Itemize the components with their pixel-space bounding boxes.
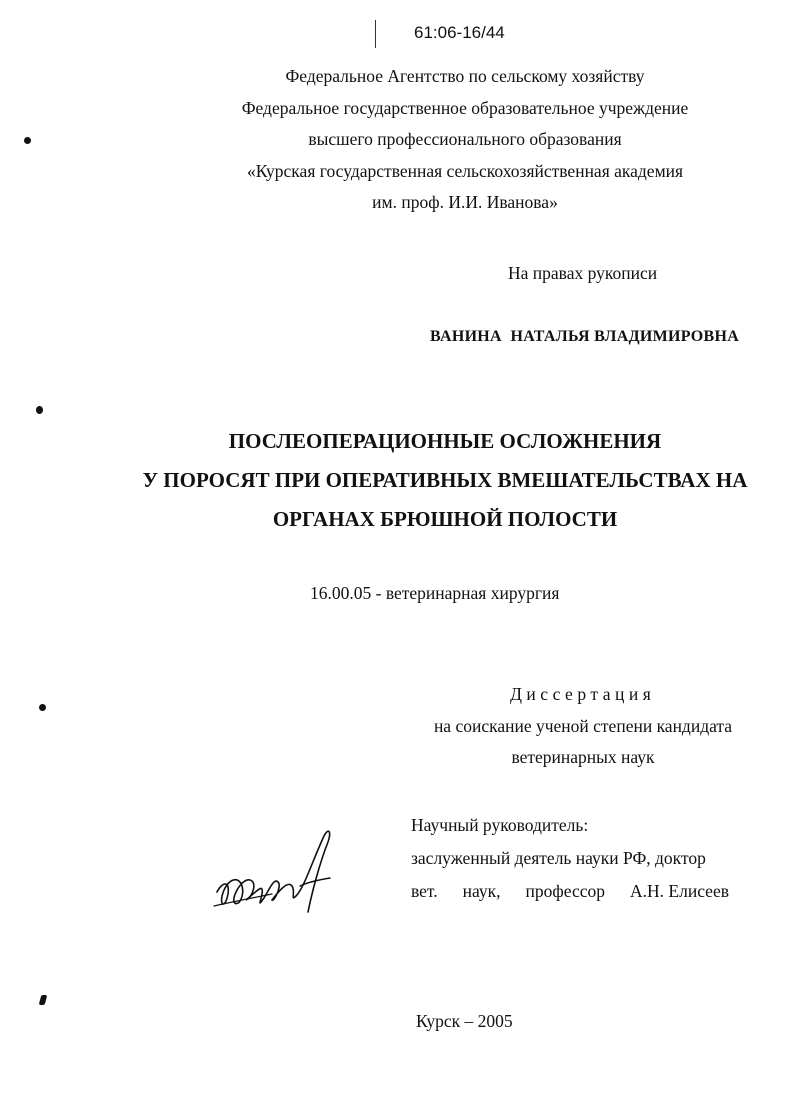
place-and-year: Курск – 2005 xyxy=(416,1011,513,1031)
supervisor-word: профессор xyxy=(525,881,605,901)
institution-line: Федеральное государственное образовательное учреждение xyxy=(241,97,689,118)
supervisor-word: А.Н. Елисеев xyxy=(630,881,729,901)
supervisor-label: Научный руководитель: xyxy=(411,815,589,835)
supervisor-word: наук, xyxy=(462,881,501,901)
institution-line: «Курская государственная сельскохозяйственная академия xyxy=(246,160,684,181)
supervisor-name-line xyxy=(411,881,729,902)
title-line: У ПОРОСЯТ ПРИ ОПЕРАТИВНЫХ ВМЕШАТЕЛЬСТВАХ НА xyxy=(142,468,748,492)
handwritten-signature xyxy=(212,822,342,917)
author-name: ВАНИНА НАТАЛЬЯ ВЛАДИМИРОВНА xyxy=(430,328,740,345)
margin-line xyxy=(375,20,376,48)
supervisor-word: вет. xyxy=(411,881,438,901)
title-line: ПОСЛЕОПЕРАЦИОННЫЕ ОСЛОЖНЕНИЯ xyxy=(228,429,662,453)
dissertation-field: ветеринарных наук xyxy=(511,747,655,767)
institution-line: высшего профессионального образования xyxy=(308,129,622,149)
institution-line: Федеральное Агентство по сельскому хозяйству xyxy=(285,66,645,86)
thesis-title xyxy=(0,422,796,539)
institution-line: им. проф. И.И. Иванова» xyxy=(372,192,558,212)
binder-mark xyxy=(36,406,43,414)
document-code: 61:06-16/44 xyxy=(414,23,505,42)
supervisor-title: заслуженный деятель науки РФ, доктор xyxy=(411,848,706,868)
institution-block xyxy=(0,61,796,219)
dissertation-degree: на соискание ученой степени кандидата xyxy=(433,716,733,736)
specialty: 16.00.05 - ветеринарная хирургия xyxy=(310,583,560,603)
title-line: ОРГАНАХ БРЮШНОЙ ПОЛОСТИ xyxy=(272,507,618,531)
binder-mark xyxy=(39,704,46,711)
manuscript-rights: На правах рукописи xyxy=(508,263,658,283)
dissertation-heading: Диссертация xyxy=(510,684,656,704)
binder-mark xyxy=(39,995,48,1005)
binder-mark xyxy=(24,137,31,144)
